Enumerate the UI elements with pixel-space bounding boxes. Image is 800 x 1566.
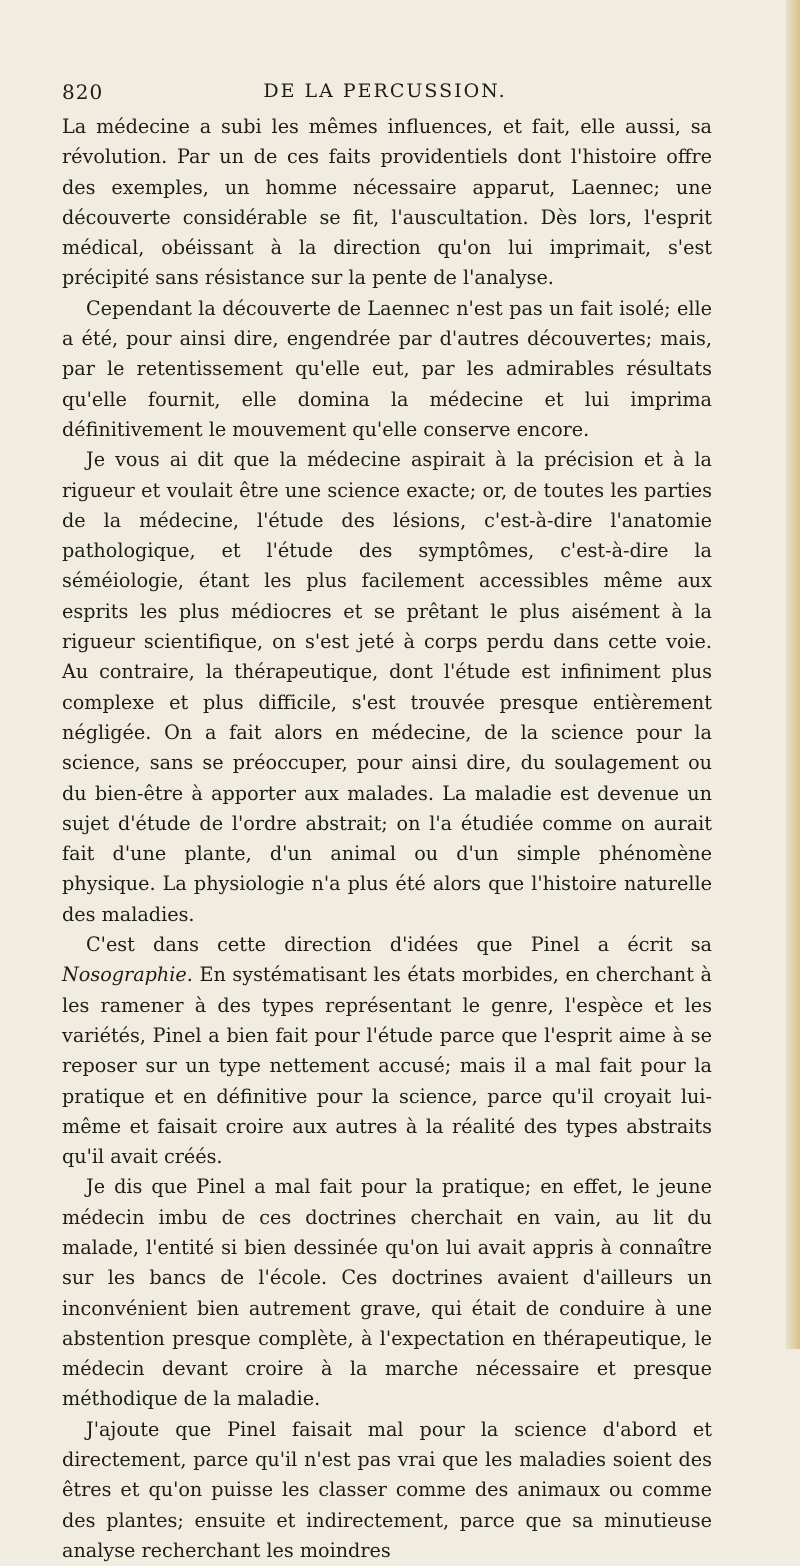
paragraph-1: La médecine a subi les mêmes influences, et fait, elle aussi, sa révolution. Par un de ces faits providentiels dont l'histoire offre des exemples, un homme nécessaire apparut, Laennec; une découverte considérable se fit, l'auscultation. Dès lors, l'esprit médical, obéissant à la direction qu'on lui imprimait, s'est précipité sans résistance sur la pente de l'analyse.: [62, 115, 712, 290]
paragraph-5: Je dis que Pinel a mal fait pour la pratique; en effet, le jeune médecin imbu de ces doctrines cherchait en vain, au lit du malade, l'entité si bien dessinée qu'on lui avait appris à connaître sur les bancs de l'école. Ces doctrines avaient d'ailleurs un inconvénient bien autrement grave, qui était de conduire à une abstention presque complète, à l'expectation en thérapeutique, le médecin devant croire à la marche nécessaire et presque méthodique de la maladie.: [62, 1175, 712, 1411]
paragraph-4-text-b: En systématisant les états morbides, en cherchant à les ramener à des types représentant le genre, l'espèce et les variétés, Pinel a bien fait pour l'étude parce que l'esprit aime à se reposer sur un type nettement accusé; mais il a mal fait pour la pratique et en définitive pour la science, parce qu'il croyait lui-même et faisait croire aux autres à la réalité des types abstraits qu'il avait créés.: [62, 963, 712, 1169]
page-header: [62, 80, 708, 108]
body-text: [62, 112, 712, 1566]
page-number: 820: [62, 80, 104, 104]
paragraph-4: [62, 930, 712, 1172]
paragraph-3: Je vous ai dit que la médecine aspirait à la précision et à la rigueur et voulait être une science exacte; or, de toutes les parties de la médecine, l'étude des lésions, c'est-à-dire l'anatomie pathologique, et l'étude des symptômes, c'est-à-dire la séméiologie, étant les plus facilement accessibles même aux esprits les plus médiocres et se prêtant le plus aisément à la rigueur scientifique, on s'est jeté à corps perdu dans cette voie. Au contraire, la thérapeutique, dont l'étude est infiniment plus complexe et plus difficile, s'est trouvée presque entièrement négligée. On a fait alors en médecine, de la science pour la science, sans se préoccuper, pour ainsi dire, du soulagement ou du bien-être à apporter aux malades. La maladie est devenue un sujet d'étude de l'ordre abstrait; on l'a étudiée comme on aurait fait d'une plante, d'un animal ou d'un simple phénomène physique. La physiologie n'a plus été alors que l'histoire naturelle des maladies.: [62, 448, 712, 926]
page-edge: [786, 0, 800, 1349]
paragraph-2: Cependant la découverte de Laennec n'est pas un fait isolé; elle a été, pour ainsi dire, engendrée par d'autres découvertes; mais, par le retentissement qu'elle eut, par les admirables résultats qu'elle fournit, elle domina la médecine et lui imprima définitivement le mouvement qu'elle conserve encore.: [62, 296, 712, 441]
running-title: DE LA PERCUSSION.: [263, 80, 507, 102]
paragraph-6: J'ajoute que Pinel faisait mal pour la science d'abord et directement, parce qu'il n'est pas vrai que les maladies soient des êtres et qu'on puisse les classer comme des animaux ou comme des plantes; ensuite et indirectement, parce que sa minutieuse analyse recherchant les moindres: [62, 1417, 712, 1562]
paragraph-4-text-a: C'est dans cette direction d'idées que Pinel a écrit sa: [86, 933, 712, 957]
nosographie-title: Nosographie.: [62, 963, 193, 987]
